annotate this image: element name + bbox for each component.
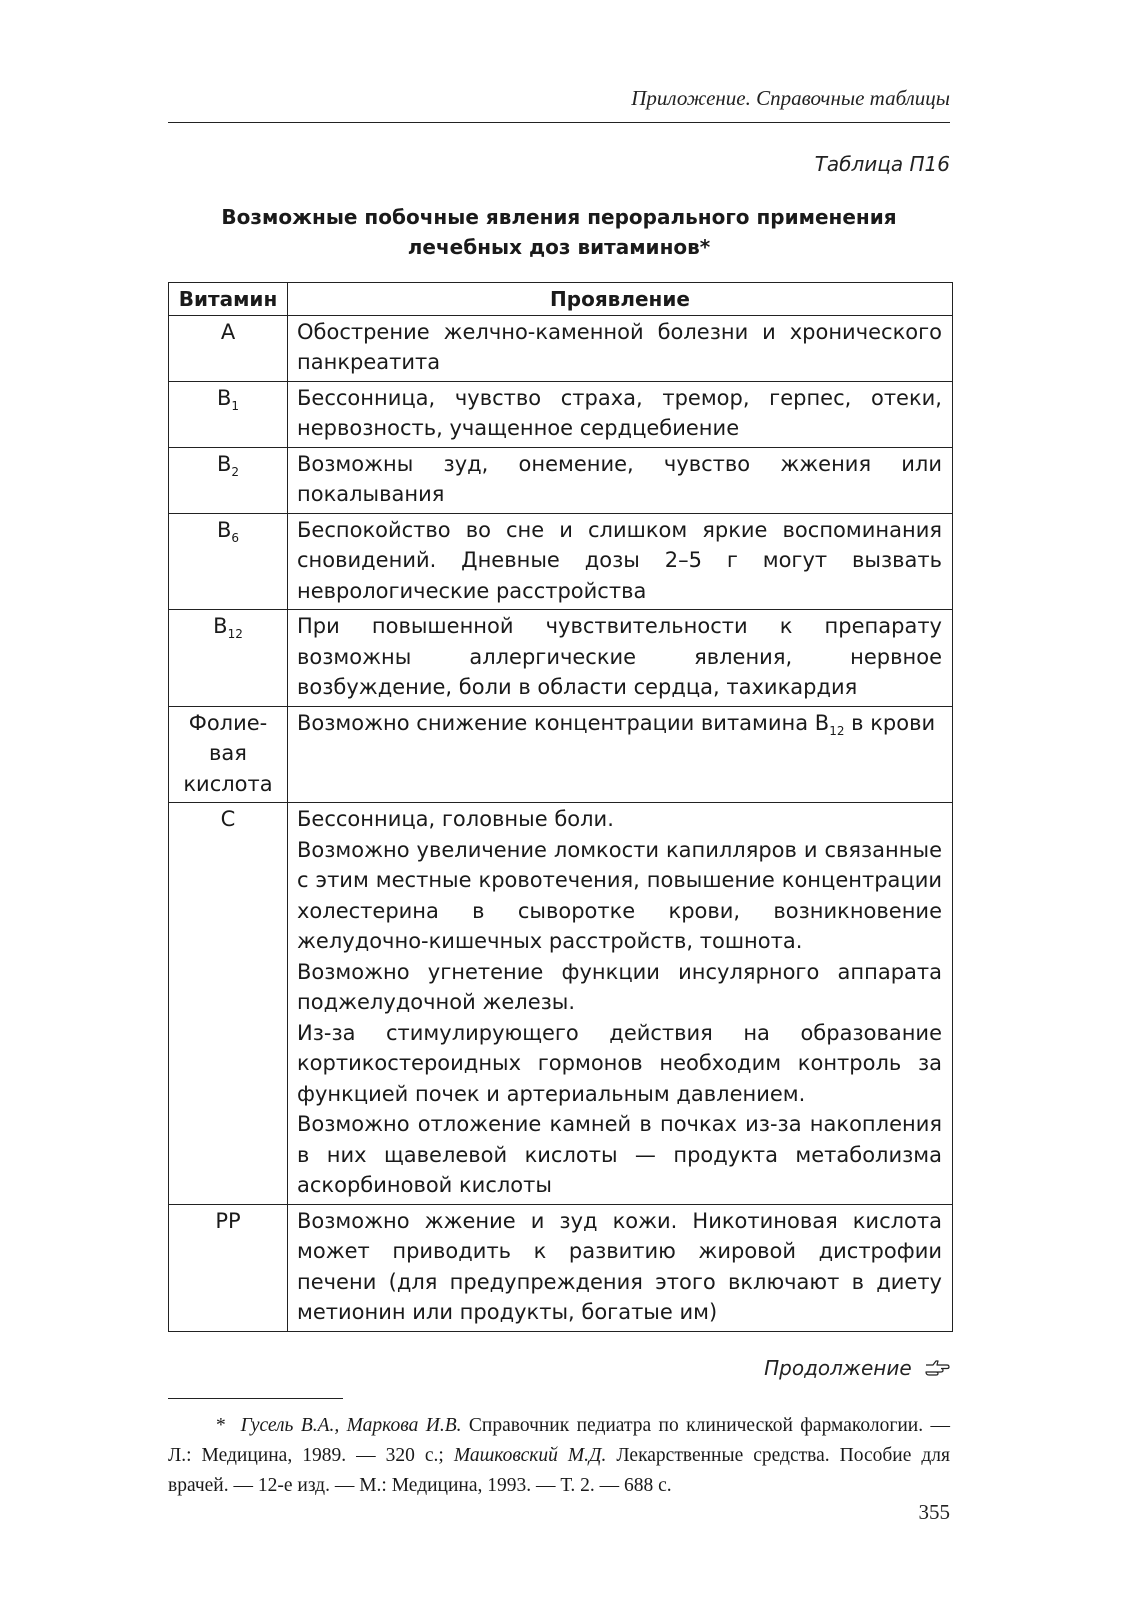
column-header-effect: Проявление — [288, 283, 953, 316]
effect-text: Возможно снижение концентрации витамина B — [297, 710, 830, 735]
pointing-hand-icon — [924, 1358, 950, 1382]
vitamin-cell — [169, 381, 288, 447]
effect-cell — [288, 1204, 953, 1331]
vitamin-cell — [169, 315, 288, 381]
vitamin-name: B — [216, 517, 232, 542]
table-row — [169, 803, 953, 1205]
effect-paragraph: Из-за стимулирующего действия на образование кортикостероидных гормонов необходим контроль за функцией почек и артериальным давлением. — [297, 1020, 942, 1106]
table-row — [169, 315, 953, 381]
effect-cell — [288, 315, 953, 381]
effect-text: Бессонница, чувство страха, тремор, герпес, отеки, нервозность, учащенное сердцебиение — [297, 385, 942, 440]
effect-subscript: 12 — [829, 723, 845, 738]
effect-text: Возможны зуд, онемение, чувство жжения или покалывания — [297, 451, 942, 506]
table-number: Таблица П16 — [814, 152, 950, 176]
table-title — [168, 202, 950, 262]
effect-cell — [288, 610, 953, 707]
table-header-row — [169, 283, 953, 316]
footnote-author-2: Машковский М.Д. — [453, 1445, 607, 1466]
vitamin-subscript: 12 — [227, 627, 243, 641]
vitamin-name: C — [220, 807, 236, 831]
effect-text: Беспокойство во сне и слишком яркие воспоминания сновидений. Дневные дозы 2–5 г могут вызвать неврологические расстройства — [297, 517, 942, 603]
page-number: 355 — [918, 1500, 950, 1524]
vitamin-cell — [169, 706, 288, 803]
effect-cell — [288, 447, 953, 513]
vitamin-subscript: 2 — [231, 464, 240, 479]
column-header-vitamin: Витамин — [169, 283, 288, 316]
table-row — [169, 1204, 953, 1331]
vitamin-subscript: 6 — [231, 530, 240, 545]
running-head: Приложение. Справочные таблицы — [631, 86, 950, 110]
vitamin-name: B — [216, 451, 232, 476]
continued-label: Продолжение — [764, 1356, 912, 1380]
table-row — [169, 513, 953, 610]
effect-cell — [288, 706, 953, 803]
effect-cell — [288, 803, 953, 1205]
table-row — [169, 610, 953, 707]
vitamin-cell — [169, 1204, 288, 1331]
continued-marker — [168, 1356, 950, 1382]
table-title-line-1: Возможные побочные явления перорального применения — [221, 205, 897, 229]
footnote-author-1: Гусель В.А., Маркова И.В. — [240, 1415, 462, 1436]
footnote-marker: * — [216, 1415, 226, 1436]
effect-paragraph: Бессонница, головные боли. — [297, 807, 614, 831]
vitamin-cell — [169, 447, 288, 513]
vitamin-name: B — [216, 385, 232, 410]
vitamin-name: PP — [215, 1208, 241, 1233]
vitamin-name: Фолие- вая кислота — [183, 710, 273, 796]
table-row — [169, 706, 953, 803]
vitamin-subscript: 1 — [231, 398, 240, 413]
vitamin-name: A — [220, 319, 236, 344]
footnote-text-2: Лекарственные средства. Пособие для врачей. — 12-е изд. — М.: Медицина, 1993. — Т. 2. — 688 с. — [168, 1445, 951, 1496]
footnote-text-1: Справочник педиатра по клинической фармакологии. — Л.: Медицина, 1989. — 320 с.; — [168, 1415, 951, 1466]
header-rule — [168, 122, 950, 123]
effect-cell — [288, 381, 953, 447]
vitamin-cell — [169, 513, 288, 610]
table-row — [169, 447, 953, 513]
vitamin-name: B — [213, 614, 228, 638]
footnote-rule — [168, 1398, 343, 1399]
effect-text: Обострение желчно-каменной болезни и хронического панкреатита — [297, 319, 942, 374]
table-title-line-2: лечебных доз витаминов* — [407, 235, 711, 259]
effect-text: Возможно жжение и зуд кожи. Никотиновая кислота может приводить к развитию жировой дистрофии печени (для предупреждения этого включают в диету метионин или продукты, богатые им) — [297, 1208, 942, 1324]
effect-text-end: в крови — [844, 710, 936, 735]
vitamin-cell — [169, 610, 288, 707]
effect-paragraph: Возможно угнетение функции инсулярного аппарата поджелудочной железы. — [297, 959, 942, 1014]
effect-text: При повышенной чувствительности к препарату возможны аллергические явления, нервное возбуждение, боли в области сердца, тахикардия — [297, 614, 942, 699]
vitamin-side-effects-table — [168, 282, 953, 1332]
table-row — [169, 381, 953, 447]
effect-paragraph: Возможно отложение камней в почках из-за накопления в них щавелевой кислоты — продукта метаболизма аскорбиновой кислоты — [297, 1112, 942, 1197]
effect-cell — [288, 513, 953, 610]
vitamin-cell — [169, 803, 288, 1205]
effect-paragraph: Возможно увеличение ломкости капилляров и связанные с этим местные кровотечения, повышение концентрации холестерина в сыворотке крови, возникновение желудочно-кишечных расстройств, тошнота. — [297, 837, 942, 953]
footnote — [168, 1411, 950, 1501]
